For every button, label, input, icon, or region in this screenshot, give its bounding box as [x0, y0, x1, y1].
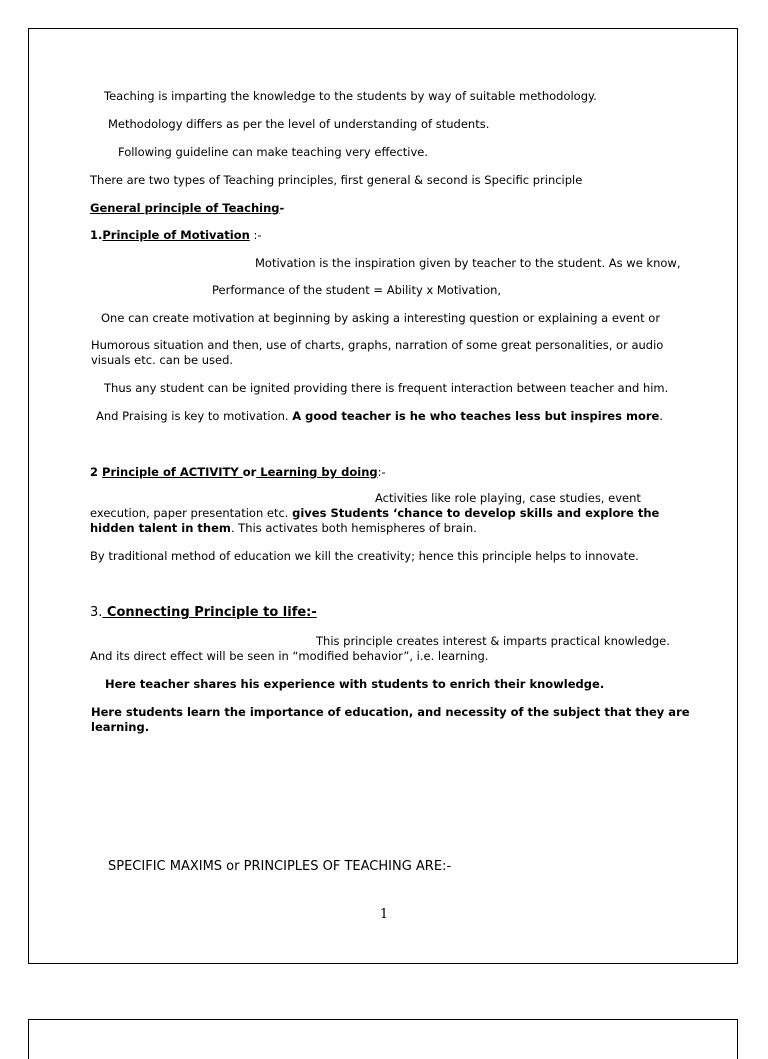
activity-title-suffix: :-: [377, 465, 386, 479]
connecting-line-1: This principle creates interest & imparts practical knowledge.: [316, 634, 670, 648]
activity-line-2-bold: gives Students ‘chance to develop skills and explore the: [292, 506, 660, 520]
activity-line-4: By traditional method of education we kill the creativity; hence this principle helps to innovate.: [90, 549, 639, 563]
motivation-formula: Performance of the student = Ability x Motivation,: [212, 283, 502, 297]
motivation-quote: A good teacher is he who teaches less but inspires more: [292, 409, 660, 423]
activity-title-a: Principle of ACTIVITY: [102, 465, 243, 479]
activity-line-1: Activities like role playing, case studies, event: [375, 491, 641, 505]
connecting-paragraph-4: Here students learn the importance of education, and necessity of the subject that they are learning.: [91, 705, 690, 734]
motivation-paragraph-4: Humorous situation and then, use of charts, graphs, narration of some great personalities, or audio visuals etc. can be used.: [91, 338, 664, 367]
general-heading-suffix: -: [279, 201, 285, 215]
page-number: 1: [379, 907, 389, 922]
intro-line-3: Following guideline can make teaching very effective.: [118, 145, 429, 159]
connecting-line-3: Here teacher shares his experience with students to enrich their knowledge.: [105, 677, 605, 691]
motivation-line-6: [96, 409, 663, 424]
motivation-line-1: Motivation is the inspiration given by teacher to the student. As we know,: [255, 256, 681, 270]
specific-heading-text: SPECIFIC MAXIMS or PRINCIPLES OF TEACHING ARE:-: [108, 859, 452, 874]
activity-line-3-bold: hidden talent in them: [90, 521, 231, 535]
intro-line-2: Methodology differs as per the level of understanding of students.: [108, 117, 490, 131]
connecting-number: 3.: [90, 605, 103, 620]
motivation-line-3: One can create motivation at beginning by asking a interesting question or explaining a event or: [101, 311, 661, 325]
motivation-title: Principle of Motivation: [102, 228, 250, 242]
activity-line-2: [90, 506, 659, 521]
motivation-heading: [90, 228, 262, 243]
next-page-edge: [28, 1019, 738, 1059]
activity-heading: [90, 465, 386, 480]
general-heading-text: General principle of Teaching: [90, 201, 280, 215]
motivation-line-5: Thus any student can be ignited providing there is frequent interaction between teacher and him.: [104, 381, 669, 395]
activity-number: 2: [90, 465, 103, 479]
intro-line-4: There are two types of Teaching principles, first general & second is Specific principle: [90, 173, 583, 187]
activity-line-2-start: execution, paper presentation etc.: [90, 506, 293, 520]
connecting-heading: [90, 605, 317, 620]
document-page: [28, 28, 738, 964]
activity-or: or: [242, 465, 257, 479]
activity-line-3: [90, 521, 477, 536]
motivation-number: 1.: [90, 228, 103, 242]
motivation-line-6-end: .: [659, 409, 663, 423]
intro-line-1: Teaching is imparting the knowledge to the students by way of suitable methodology.: [104, 89, 597, 103]
general-heading: [90, 201, 284, 216]
activity-title-b: Learning by doing: [256, 465, 378, 479]
motivation-line-6-start: And Praising is key to motivation.: [96, 409, 293, 423]
motivation-title-suffix: :-: [249, 228, 262, 242]
specific-heading: [108, 859, 451, 874]
connecting-line-2: And its direct effect will be seen in “modified behavior”, i.e. learning.: [90, 649, 489, 663]
activity-line-3-end: . This activates both hemispheres of brain.: [230, 521, 477, 535]
connecting-title: Connecting Principle to life:-: [102, 605, 317, 620]
